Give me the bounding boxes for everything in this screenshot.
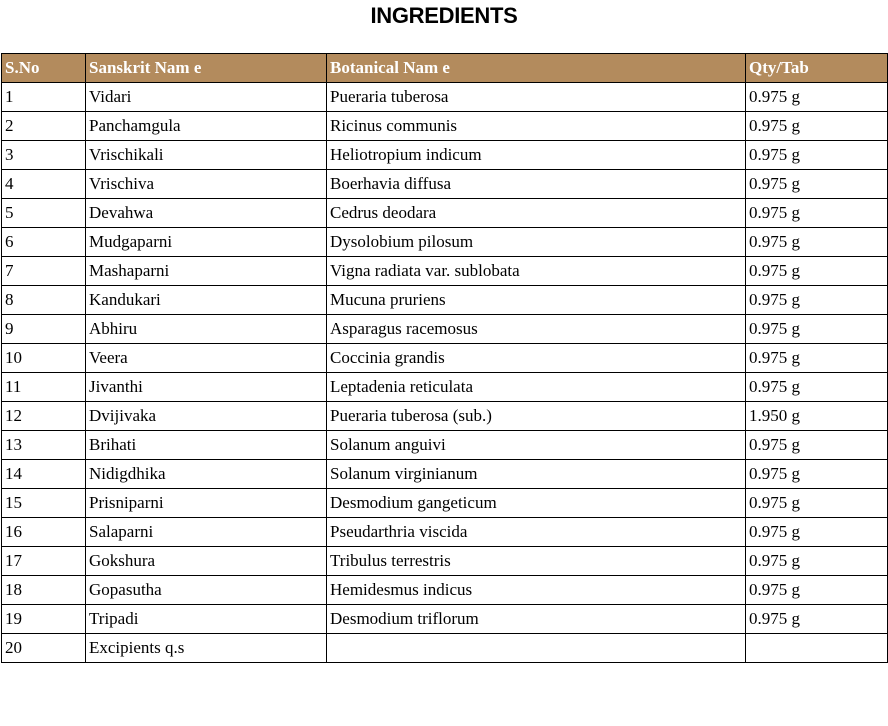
cell-sanskrit-name: Salaparni	[86, 518, 327, 547]
cell-sanskrit-name: Jivanthi	[86, 373, 327, 402]
cell-sanskrit-name: Vidari	[86, 83, 327, 112]
table-row	[2, 576, 888, 605]
cell-sanskrit-name: Nidigdhika	[86, 460, 327, 489]
cell-sno: 17	[2, 547, 86, 576]
cell-sanskrit-name: Mashaparni	[86, 257, 327, 286]
table-header	[2, 54, 888, 83]
cell-qty: 0.975 g	[746, 286, 888, 315]
table-row	[2, 112, 888, 141]
cell-sno: 11	[2, 373, 86, 402]
cell-qty: 0.975 g	[746, 83, 888, 112]
cell-sanskrit-name: Brihati	[86, 431, 327, 460]
header-sanskrit-name: Sanskrit Nam e	[86, 54, 327, 83]
cell-botanical-name: Solanum virginianum	[327, 460, 746, 489]
cell-sanskrit-name: Mudgaparni	[86, 228, 327, 257]
cell-qty: 0.975 g	[746, 170, 888, 199]
cell-sno: 6	[2, 228, 86, 257]
cell-sno: 9	[2, 315, 86, 344]
table-row	[2, 170, 888, 199]
cell-botanical-name: Desmodium gangeticum	[327, 489, 746, 518]
header-qty-per-tab: Qty/Tab	[746, 54, 888, 83]
cell-sno: 4	[2, 170, 86, 199]
cell-sno: 10	[2, 344, 86, 373]
cell-qty: 0.975 g	[746, 315, 888, 344]
cell-botanical-name: Pueraria tuberosa	[327, 83, 746, 112]
table-row	[2, 286, 888, 315]
cell-botanical-name: Solanum anguivi	[327, 431, 746, 460]
cell-botanical-name: Asparagus racemosus	[327, 315, 746, 344]
cell-qty: 0.975 g	[746, 141, 888, 170]
ingredients-table	[1, 53, 888, 663]
cell-qty: 0.975 g	[746, 576, 888, 605]
cell-sno: 1	[2, 83, 86, 112]
header-row	[2, 54, 888, 83]
cell-qty: 0.975 g	[746, 228, 888, 257]
table-row	[2, 460, 888, 489]
cell-qty: 0.975 g	[746, 518, 888, 547]
cell-botanical-name: Pueraria tuberosa (sub.)	[327, 402, 746, 431]
cell-botanical-name: Dysolobium pilosum	[327, 228, 746, 257]
cell-botanical-name: Ricinus communis	[327, 112, 746, 141]
header-botanical-name: Botanical Nam e	[327, 54, 746, 83]
cell-sno: 19	[2, 605, 86, 634]
cell-sanskrit-name: Abhiru	[86, 315, 327, 344]
page-title: INGREDIENTS	[370, 3, 518, 28]
table-row	[2, 373, 888, 402]
table-row	[2, 257, 888, 286]
cell-qty: 0.975 g	[746, 460, 888, 489]
cell-sno: 12	[2, 402, 86, 431]
table-row	[2, 634, 888, 663]
cell-sanskrit-name: Gokshura	[86, 547, 327, 576]
cell-sanskrit-name: Gopasutha	[86, 576, 327, 605]
cell-sanskrit-name: Vrischikali	[86, 141, 327, 170]
cell-sno: 20	[2, 634, 86, 663]
cell-botanical-name: Cedrus deodara	[327, 199, 746, 228]
cell-sanskrit-name: Panchamgula	[86, 112, 327, 141]
cell-qty: 0.975 g	[746, 431, 888, 460]
table-row	[2, 141, 888, 170]
cell-sno: 16	[2, 518, 86, 547]
table-row	[2, 199, 888, 228]
cell-qty: 0.975 g	[746, 605, 888, 634]
cell-sanskrit-name: Devahwa	[86, 199, 327, 228]
cell-sno: 14	[2, 460, 86, 489]
table-row	[2, 83, 888, 112]
table-row	[2, 344, 888, 373]
cell-sno: 13	[2, 431, 86, 460]
table-body	[2, 83, 888, 663]
table-row	[2, 402, 888, 431]
cell-sno: 3	[2, 141, 86, 170]
cell-sanskrit-name: Excipients q.s	[86, 634, 327, 663]
cell-qty: 0.975 g	[746, 373, 888, 402]
cell-sanskrit-name: Tripadi	[86, 605, 327, 634]
cell-sno: 15	[2, 489, 86, 518]
cell-botanical-name: Boerhavia diffusa	[327, 170, 746, 199]
cell-qty: 0.975 g	[746, 547, 888, 576]
cell-botanical-name: Tribulus terrestris	[327, 547, 746, 576]
cell-sno: 2	[2, 112, 86, 141]
cell-qty: 0.975 g	[746, 344, 888, 373]
cell-botanical-name: Hemidesmus indicus	[327, 576, 746, 605]
table-row	[2, 228, 888, 257]
table-row	[2, 315, 888, 344]
cell-qty: 0.975 g	[746, 199, 888, 228]
header-sno: S.No	[2, 54, 86, 83]
cell-sanskrit-name: Prisniparni	[86, 489, 327, 518]
cell-sanskrit-name: Vrischiva	[86, 170, 327, 199]
cell-sanskrit-name: Dvijivaka	[86, 402, 327, 431]
cell-qty: 0.975 g	[746, 112, 888, 141]
cell-botanical-name: Leptadenia reticulata	[327, 373, 746, 402]
cell-botanical-name	[327, 634, 746, 663]
cell-qty: 1.950 g	[746, 402, 888, 431]
cell-qty: 0.975 g	[746, 489, 888, 518]
cell-botanical-name: Pseudarthria viscida	[327, 518, 746, 547]
cell-botanical-name: Coccinia grandis	[327, 344, 746, 373]
cell-sanskrit-name: Kandukari	[86, 286, 327, 315]
cell-sno: 8	[2, 286, 86, 315]
cell-botanical-name: Desmodium triflorum	[327, 605, 746, 634]
cell-sanskrit-name: Veera	[86, 344, 327, 373]
table-row	[2, 547, 888, 576]
cell-qty	[746, 634, 888, 663]
table-row	[2, 489, 888, 518]
cell-botanical-name: Heliotropium indicum	[327, 141, 746, 170]
cell-botanical-name: Vigna radiata var. sublobata	[327, 257, 746, 286]
cell-qty: 0.975 g	[746, 257, 888, 286]
cell-sno: 5	[2, 199, 86, 228]
cell-sno: 18	[2, 576, 86, 605]
table-row	[2, 431, 888, 460]
table-row	[2, 605, 888, 634]
cell-sno: 7	[2, 257, 86, 286]
table-row	[2, 518, 888, 547]
cell-botanical-name: Mucuna pruriens	[327, 286, 746, 315]
